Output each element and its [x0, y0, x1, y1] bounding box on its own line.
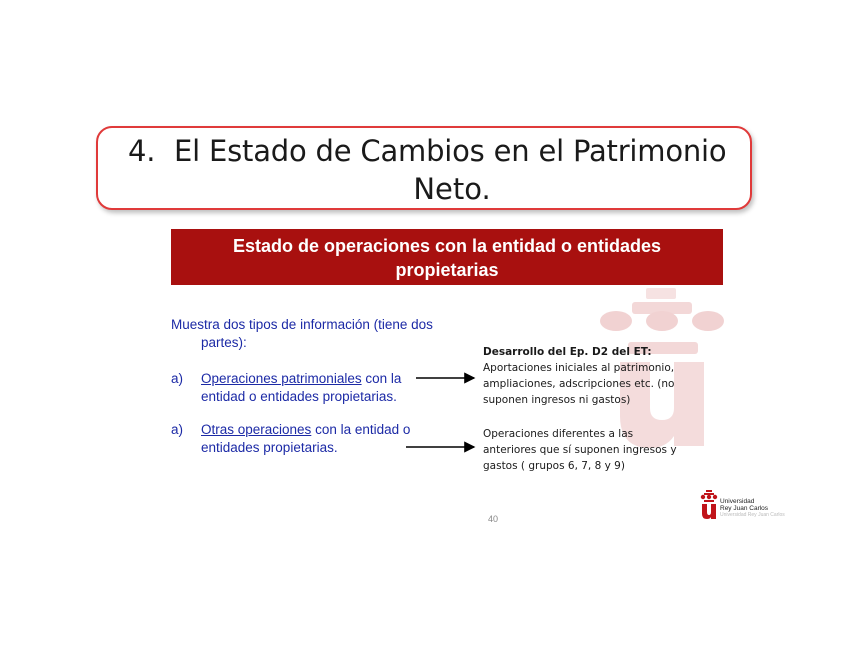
- note-line: gastos ( grupos 6, 7, 8 y 9): [483, 460, 625, 472]
- section-banner: [171, 229, 723, 285]
- list-item: [171, 370, 431, 406]
- intro-text: [171, 316, 471, 352]
- note-line: ampliaciones, adscripciones etc. (no: [483, 378, 675, 390]
- item-text: con la entidad o: [311, 422, 411, 437]
- logo-text: [720, 498, 785, 519]
- logo-faded-text: Universidad Rey Juan Carlos: [720, 512, 785, 518]
- banner-line2: propietarias: [395, 260, 499, 280]
- title-number: 4.: [128, 134, 156, 168]
- right-note-1: [483, 344, 693, 408]
- logo-line1: Universidad: [720, 498, 755, 505]
- slide-title-line1: [128, 134, 728, 168]
- item-text-line2: entidad o entidades propietarias.: [201, 389, 397, 404]
- item-text: con la: [361, 371, 402, 386]
- urjc-logo-icon: [700, 490, 718, 520]
- note-heading: Desarrollo del Ep. D2 del ET:: [483, 346, 652, 358]
- list-item: [171, 421, 431, 457]
- page-number: 40: [488, 514, 499, 524]
- note-line: suponen ingresos ni gastos): [483, 394, 631, 406]
- title-box: [96, 126, 752, 210]
- university-logo: [700, 490, 785, 522]
- slide-title-line2: Neto.: [413, 172, 491, 206]
- intro-line1: Muestra dos tipos de información (tiene dos: [171, 317, 433, 332]
- otras-operaciones-link[interactable]: Otras operaciones: [201, 422, 312, 437]
- operaciones-patrimoniales-link[interactable]: Operaciones patrimoniales: [201, 371, 362, 386]
- item-text-line2: entidades propietarias.: [201, 440, 338, 455]
- intro-line2: partes):: [201, 335, 247, 350]
- list-marker: a): [171, 422, 184, 437]
- note-line: Aportaciones iniciales al patrimonio,: [483, 362, 675, 374]
- note-line: Operaciones diferentes a las: [483, 428, 634, 440]
- title-text: El Estado de Cambios en el Patrimonio: [174, 134, 727, 168]
- right-note-2: [483, 426, 693, 474]
- note-line: anteriores que sí suponen ingresos y: [483, 444, 677, 456]
- list-marker: a): [171, 371, 184, 386]
- banner-line1: Estado de operaciones con la entidad o entidades: [232, 236, 662, 256]
- logo-line2: Rey Juan Carlos: [720, 505, 769, 512]
